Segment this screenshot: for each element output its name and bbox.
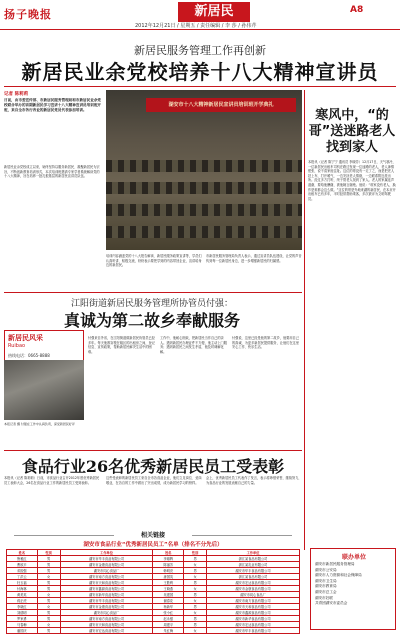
table-cell: 韩明亮: [153, 568, 184, 574]
table-cell: 黄美英: [7, 592, 38, 598]
sponsor-item: 湖安市公安局: [315, 567, 337, 572]
sponsor-item: 湖安市教育局: [315, 584, 337, 589]
table-cell: 女: [37, 592, 60, 598]
table-cell: 湖安市南方食品有限公司: [207, 598, 300, 604]
table-cell: 湖安市同心食品厂: [207, 592, 300, 598]
table-cell: 陈丽芳: [153, 562, 184, 568]
table-cell: 女: [184, 628, 207, 634]
table-cell: 潘国庆: [7, 628, 38, 634]
table-cell: 杜玉福: [7, 580, 38, 586]
honor-list-title: 湖安市食品行业“优秀新居民员工”名单（排名不分先后）: [83, 542, 223, 548]
article-body: 这些受表彰的新居民员工来自全市各食品企业，他们立足岗位、爱岗敬业，在各自的工作中做出了突出成绩，成为新居民学习的榜样。: [106, 476, 202, 485]
table-cell: 湖安市天和食品有限公司: [60, 622, 153, 628]
table-cell: 男: [37, 628, 60, 634]
sponsor-list: [315, 562, 395, 607]
third-headline: 食品行业26名优秀新居民员工受表彰: [21, 457, 285, 476]
article-body: 培训内容涵盖党的十八大报告解读、新居民服务政策宣讲等，学员们认真听讲、积极交流，纷纷表示要把学到的内容带回企业，宣讲给身边的新居民。: [106, 254, 202, 268]
table-cell: 湖安市华丰食品有限公司: [207, 568, 300, 574]
byline: 记者 陈莉莉: [4, 92, 29, 97]
side-body: 本报讯（记者 陈宁宁 通讯员 李晓芳）12月17日，天气寒冷，一位新居民出租车司机在路边发现一位迷路的老人，老人神情慌张，说不清家庭住址。这位的哥没有一走了之，而是把老人扶上车，打开暖气，一边安抚老人情绪，一边联系附近派出所。经过多方打听，终于帮老人找到了家人。老人的家属连声道谢，要给他酬谢，被他婉言谢绝。他说：“谁家没有老人，换作是谁都会这么做。”这位的哥是外地来湖的新居民，在本市开出租车已有多年，平时经常帮助乘客，多次被评为文明驾驶员。: [308, 160, 396, 201]
sponsor-item: 湖安市妇联: [315, 595, 333, 600]
table-cell: 湖安市金康食品有限公司: [60, 562, 153, 568]
table-cell: 男: [37, 562, 60, 568]
section-flag: 新居民: [178, 2, 250, 22]
meeting-banner: 湖安市十八大精神新居民宣讲员培训班开学典礼: [146, 98, 296, 112]
audience-row: [106, 160, 302, 172]
side-headline: 寒风中，“的哥”送迷路老人找到家人: [308, 108, 396, 155]
sponsor-box: [310, 548, 396, 630]
table-cell: 湖安市天和食品有限公司: [207, 604, 300, 610]
column-subtitle: Ruibao: [8, 343, 26, 349]
table-header-cell: 工作单位: [207, 550, 300, 556]
sponsor-item: 共青团湖安市委员会: [315, 601, 348, 606]
audience-row: [106, 226, 302, 238]
table-header-cell: 性别: [184, 550, 207, 556]
photo-caption: 本报记者 摄 付强在工作中认真负责，深受新居民好评: [4, 422, 75, 426]
table-cell: 浙江某乳业有限公司: [207, 562, 300, 568]
table-cell: 湖安市金康食品有限公司: [60, 604, 153, 610]
table-header-cell: 工作单位: [60, 550, 153, 556]
table-cell: 张小红: [153, 610, 184, 616]
table-cell: 杨新华: [153, 604, 184, 610]
table-cell: 湖安市南方食品有限公司: [60, 574, 153, 580]
article-body: 新居民业余党校成立以来，始终坚持以服务新居民、凝聚新居民为宗旨，不断创新教育培训形式，本次培训班邀请专家学者系统解读党的十八大精神，旨在培养一批扎根基层的新居民宣讲员队伍。: [4, 165, 100, 179]
table-cell: 男: [184, 592, 207, 598]
table-cell: 男: [184, 622, 207, 628]
table-cell: 男: [184, 604, 207, 610]
table-cell: 女: [37, 622, 60, 628]
table-cell: 湖安市宏达食品有限公司: [207, 580, 300, 586]
table-cell: 湖安市同心食品厂: [60, 610, 153, 616]
sponsor-title: 联办单位: [341, 554, 366, 561]
table-cell: 湖安市宏达食品有限公司: [60, 628, 153, 634]
table-cell: 马春梅: [7, 622, 38, 628]
audience-row: [106, 204, 302, 216]
column-divider: [304, 90, 305, 550]
table-cell: 丁洪云: [7, 574, 38, 580]
honor-list-table: [6, 549, 300, 634]
table-cell: 女: [184, 598, 207, 604]
table-cell: 王晓燕: [153, 586, 184, 592]
table-cell: 鲁雅红: [7, 556, 38, 562]
table-cell: 湖安市天和食品有限公司: [60, 580, 153, 586]
audience-row: [106, 182, 302, 194]
table-cell: 男: [37, 568, 60, 574]
table-row: [7, 628, 300, 634]
article-body: 付强来自外省，在江阳街道做新居民协管员已经多年。每天他都穿梭在辖区的出租房之间，登记信息、宣传政策，帮助新居民解决生活中的困难。: [88, 336, 155, 354]
table-header-cell: 姓名: [153, 550, 184, 556]
table-cell: 男: [184, 568, 207, 574]
article-body: 工作中，他耐心细致，把新居民当作自己的亲人。遇到新居民办理证件不方便，他主动上门服务；遇到新居民之间发生矛盾，他及时调解化解。: [160, 336, 227, 354]
table-cell: 女: [37, 574, 60, 580]
meeting-photo: [106, 90, 302, 250]
table-cell: 王胜利: [153, 580, 184, 586]
lead-headline: 新居民业余党校培养十八大精神宣讲员: [21, 60, 379, 84]
table-cell: 湖安市华丰食品有限公司: [60, 556, 153, 562]
table-cell: 女: [184, 586, 207, 592]
table-header-cell: 性别: [37, 550, 60, 556]
table-cell: 男: [37, 586, 60, 592]
divider: [4, 292, 302, 293]
table-cell: 曹欧平: [7, 562, 38, 568]
table-cell: 吴建国: [153, 592, 184, 598]
table-cell: 李晓红: [7, 604, 38, 610]
table-cell: 唐国英: [153, 574, 184, 580]
table-cell: 女: [184, 574, 207, 580]
article-body: 市新居民服务管理局负责人表示，通过宣讲员队伍建设，让党的声音传到每一位新居民身边，进一步增强新居民的归属感。: [206, 254, 302, 263]
column-phone: 热线电话：0665-8888: [8, 353, 50, 358]
table-cell: 湖安市南方食品有限公司: [60, 616, 153, 622]
table-cell: 浙江某食品有限公司: [207, 556, 300, 562]
date-line: 2012年12月21日 / 星期五 / 责任编辑 / 李 莎 / 孙伟芹: [135, 23, 257, 29]
lead-paragraph: 日前，由市委宣传部、市新居民服务管理局和市新居民业余党校联合举办的首期新居民学习宣讲十八大精神宣讲员培训班开班，来自全市各行各业的新居民党员代表参加培训。: [4, 98, 102, 113]
divider: [4, 86, 396, 87]
table-cell: 邓振强: [7, 568, 38, 574]
paper-logo: 扬子晚报: [4, 8, 52, 21]
table-cell: 男: [37, 616, 60, 622]
table-cell: 付海林: [7, 586, 38, 592]
table-cell: 蒋正虎: [7, 598, 38, 604]
table-cell: 李雄辉: [153, 556, 184, 562]
table-cell: 男: [184, 580, 207, 586]
masthead: [0, 0, 400, 30]
table-cell: 湖安市金康食品有限公司: [207, 586, 300, 592]
article-body: 会上，优秀新居民员工代表作了发言，表示将珍惜荣誉，继续努力，为食品行业的发展贡献自己的力量。: [206, 476, 302, 485]
table-header-cell: 姓名: [7, 550, 38, 556]
table-cell: 男: [184, 556, 207, 562]
table-cell: 男: [184, 616, 207, 622]
portrait-photo: [4, 360, 84, 420]
table-cell: 湖安市华丰食品有限公司: [60, 598, 153, 604]
table-cell: 朱红梅: [153, 628, 184, 634]
column-title: 新居民风采: [8, 334, 43, 342]
table-cell: 湖安市新华食品有限公司: [60, 592, 153, 598]
article-body: 本报讯（记者 陈莉莉）日前，市食品行业召开2012年度优秀新居民员工表彰大会，26名在食品行业工作的新居民员工受到表彰。: [4, 476, 100, 485]
table-cell: 湖安市新华食品有限公司: [207, 616, 300, 622]
table-cell: 湖安市宏达食品有限公司: [207, 622, 300, 628]
table-cell: 女: [184, 610, 207, 616]
table-cell: 男: [37, 556, 60, 562]
table-cell: 男: [37, 580, 60, 586]
table-cell: 湖安市鑫源食品有限公司: [60, 586, 153, 592]
table-cell: 浙江某食品有限公司: [207, 574, 300, 580]
table-cell: 赵永强: [153, 616, 184, 622]
table-cell: 湖安市同心食品厂: [60, 568, 153, 574]
article-body: 付强说，这里已经是他的第二故乡，他要用自己的真诚，为更多新居民提供服务，让他们在这里安心工作、快乐生活。: [232, 336, 299, 350]
sponsor-item: 湖安市新居民服务管理局: [315, 562, 355, 566]
table-cell: 周建平: [153, 622, 184, 628]
table-cell: 男: [37, 598, 60, 604]
table-cell: 女: [37, 604, 60, 610]
lead-kicker: 新居民服务管理工作再创新: [134, 44, 266, 57]
table-cell: 男: [37, 610, 60, 616]
page-number: A8: [350, 5, 364, 15]
table-cell: 谢春花: [153, 598, 184, 604]
table-cell: 刘德明: [7, 610, 38, 616]
table-cell: 罗家勇: [7, 616, 38, 622]
table-cell: 湖安市华丰食品有限公司: [207, 628, 300, 634]
sponsor-item: 湖安市人力资源和社会保障局: [315, 573, 362, 578]
table-cell: 湖安市鑫源食品有限公司: [207, 610, 300, 616]
related-link-label: 相关链接: [4, 530, 302, 540]
second-headline: 真诚为第二故乡奉献服务: [63, 311, 240, 330]
sponsor-item: 湖安市卫生局: [315, 578, 337, 583]
sponsor-item: 湖安市总工会: [315, 589, 337, 594]
divider: [4, 450, 302, 451]
table-cell: 女: [184, 562, 207, 568]
second-kicker: 江阳街道新居民服务管理所协管员付强：: [70, 299, 233, 309]
